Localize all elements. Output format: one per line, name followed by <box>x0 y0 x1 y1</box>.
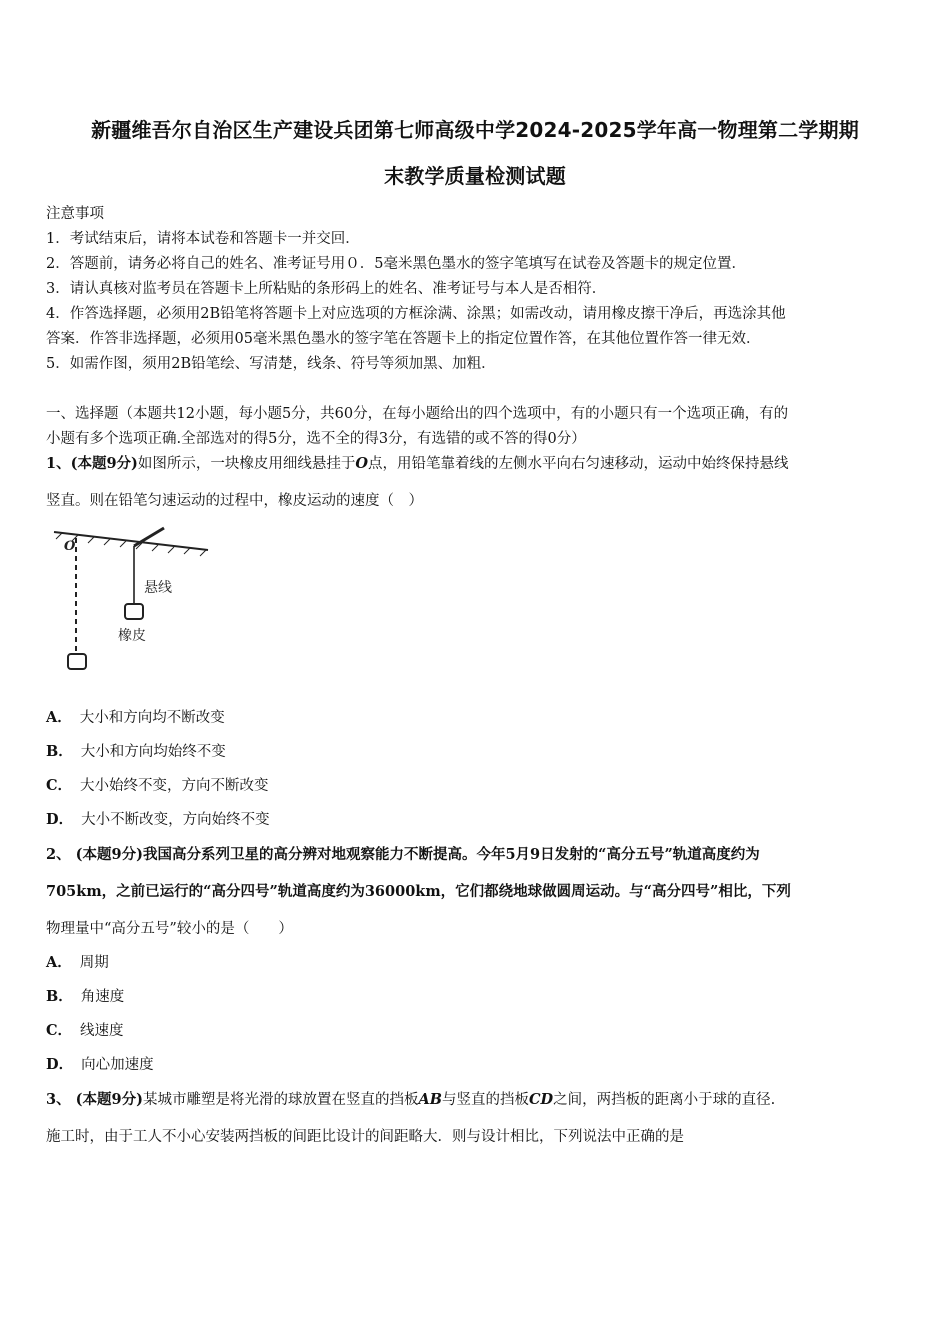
question-2-stem-line-1: 2、 (本题9分)我国高分系列卫星的高分辨对地观察能力不断提高。今年5月9日发射的“高分五号”轨道高度约为 <box>46 846 760 863</box>
question-1-point-o: O <box>355 455 369 472</box>
exam-title-line-2: 末教学质量检测试题 <box>384 164 566 188</box>
question-3-stem <box>46 1088 908 1109</box>
plate-cd: CD <box>528 1091 554 1108</box>
option-label: D． <box>46 811 74 828</box>
question-1-option-a[interactable] <box>46 706 225 727</box>
question-2-stem-line-3: 物理量中“高分五号”较小的是（ ） <box>46 921 293 937</box>
eraser-label: 橡皮 <box>118 628 146 644</box>
notice-heading: 注意事项 <box>46 206 104 222</box>
option-text: 向心加速度 <box>81 1057 154 1073</box>
question-3-prefix: 3、 (本题9分) <box>46 1091 143 1108</box>
option-text: 大小和方向均始终不变 <box>80 744 226 760</box>
notice-item-4-cont: 答案．作答非选择题，必须用05毫米黑色墨水的签字笔在答题卡上的指定位置作答，在其他位置作答一律无效． <box>46 331 761 347</box>
question-2-option-a[interactable] <box>46 951 109 972</box>
question-3-stem-line-2: 施工时，由于工人不小心安装两挡板的间距比设计的间距略大．则与设计相比，下列说法中正确的是 <box>46 1129 684 1145</box>
question-1-option-b[interactable] <box>46 740 226 761</box>
question-3-text-a: 某城市雕塑是将光滑的球放置在竖直的挡板 <box>142 1092 419 1108</box>
thread-label: 悬线 <box>144 580 172 596</box>
ceiling-line <box>54 532 208 550</box>
option-text: 大小始终不变，方向不断改变 <box>80 778 269 794</box>
question-1-prefix: 1、(本题9分) <box>46 455 138 472</box>
option-text: 线速度 <box>80 1023 124 1039</box>
question-1-option-c[interactable] <box>46 774 269 795</box>
notice-item-2: 2．答题前，请务必将自己的姓名、准考证号用０．5毫米黑色墨水的签字笔填写在试卷及答题卡的规定位置． <box>46 256 746 272</box>
exam-title-line-1: 新疆维吾尔自治区生产建设兵团第七师高级中学2024-2025学年高一物理第二学期期 <box>91 118 859 142</box>
plate-ab: AB <box>418 1091 442 1108</box>
question-2-option-b[interactable] <box>46 985 124 1006</box>
option-label: D． <box>46 1056 74 1073</box>
notice-item-5: 5．如需作图，须用2B铅笔绘、写清楚，线条、符号等须加黑、加粗． <box>46 356 496 372</box>
option-label: A． <box>46 709 72 726</box>
question-2-stem-line-2: 705km，之前已运行的“高分四号”轨道高度约为36000km，它们都绕地球做圆周运动。与“高分四号”相比，下列 <box>46 883 791 900</box>
option-text: 周期 <box>79 955 109 971</box>
option-label: B． <box>46 743 73 760</box>
option-text: 大小和方向均不断改变 <box>79 710 225 726</box>
question-1-stem <box>46 452 908 473</box>
option-label: C． <box>46 777 73 794</box>
option-label: B． <box>46 988 73 1005</box>
question-1-text-a: 如图所示，一块橡皮用细线悬挂于 <box>137 456 356 472</box>
section-intro-line-1: 一、选择题（本题共12小题，每小题5分，共60分，在每小题给出的四个选项中，有的小题只有一个选项正确，有的 <box>46 406 789 422</box>
current-eraser <box>125 604 143 619</box>
pencil-thread-eraser-figure <box>48 520 218 685</box>
notice-item-3: 3．请认真核对监考员在答题卡上所粘贴的条形码上的姓名、准考证号与本人是否相符． <box>46 281 607 297</box>
initial-eraser <box>68 654 86 669</box>
question-3-text-b: 与竖直的挡板 <box>441 1092 529 1108</box>
question-2-option-d[interactable] <box>46 1053 154 1074</box>
option-label: A． <box>46 954 72 971</box>
option-label: C． <box>46 1022 73 1039</box>
point-o-label: O <box>64 539 76 554</box>
question-1-stem-line-2: 竖直。则在铅笔匀速运动的过程中，橡皮运动的速度（ ） <box>46 493 423 509</box>
question-3-text-c: 之间，两挡板的距离小于球的直径. <box>553 1092 776 1108</box>
option-text: 角速度 <box>80 989 125 1005</box>
question-1-option-d[interactable] <box>46 808 270 829</box>
notice-item-1: 1．考试结束后，请将本试卷和答题卡一并交回． <box>46 231 360 247</box>
option-text: 大小不断改变，方向始终不变 <box>81 812 270 828</box>
section-intro-line-2: 小题有多个选项正确.全部选对的得5分，选不全的得3分，有选错的或不答的得0分） <box>46 431 586 447</box>
notice-item-4: 4．作答选择题，必须用2B铅笔将答题卡上对应选项的方框涂满、涂黑；如需改动，请用橡皮擦干净后，再选涂其他 <box>46 306 786 322</box>
question-2-option-c[interactable] <box>46 1019 124 1040</box>
question-1-text-b: 点，用铅笔靠着线的左侧水平向右匀速移动，运动中始终保持悬线 <box>368 456 789 472</box>
